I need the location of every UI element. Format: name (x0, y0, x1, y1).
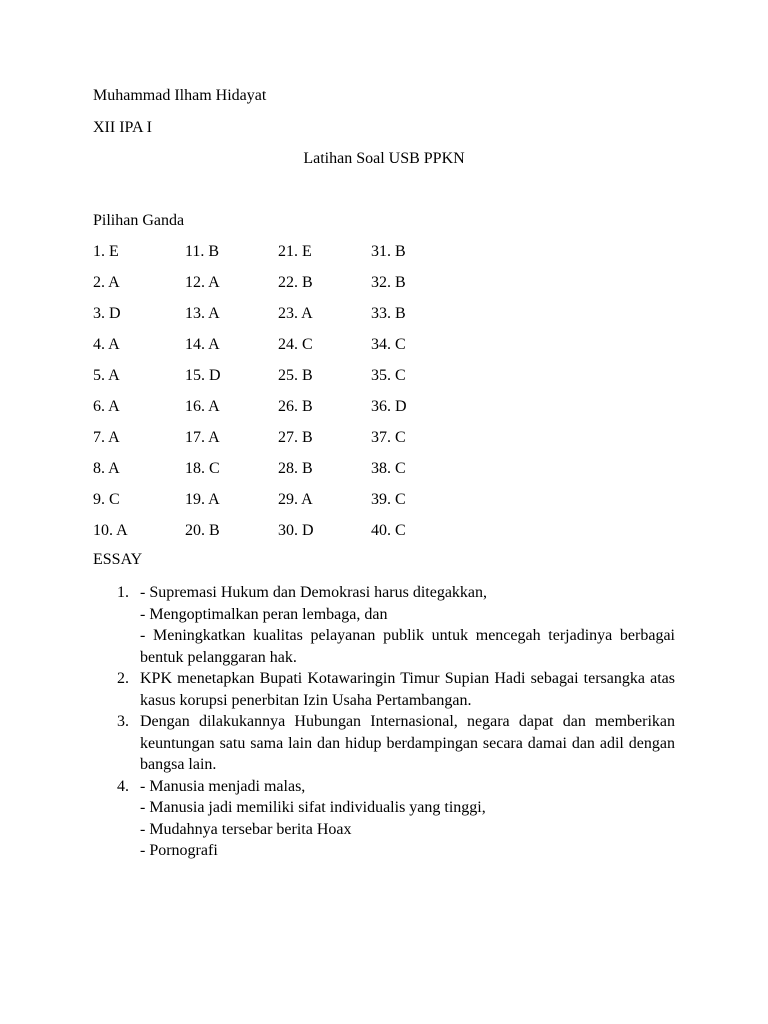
essay-item-text: - Manusia menjadi malas, (140, 777, 306, 795)
answer-cell: 18. C (185, 460, 220, 477)
answer-cell: 26. B (278, 398, 313, 415)
answer-cell: 15. D (185, 367, 221, 384)
student-class: XII IPA I (93, 119, 152, 136)
answer-cell: 27. B (278, 429, 313, 446)
essay-heading: ESSAY (93, 551, 143, 568)
essay-item-text: - Supremasi Hukum dan Demokrasi harus ditegakkan, (140, 584, 488, 601)
essay-item-text: Dengan dilakukannya Hubungan Internasional, negara dapat dan memberikan keuntungan satu sama lain dan hidup berdampingan secara damai dan adil dengan bangsa lain. (140, 713, 675, 773)
multiple-choice-heading: Pilihan Ganda (93, 212, 185, 229)
student-name: Muhammad Ilham Hidayat (93, 87, 267, 104)
essay-item-text: - Mudahnya tersebar berita Hoax (140, 820, 352, 838)
answer-cell: 38. C (371, 460, 406, 477)
essay-item (93, 668, 675, 711)
answer-cell: 4. A (93, 336, 120, 353)
essay-item (93, 776, 675, 862)
answer-cell: 1. E (93, 243, 119, 260)
answer-cell: 13. A (185, 305, 220, 322)
document-title: Latihan Soal USB PPKN (303, 150, 465, 167)
essay-item-text: - Manusia jadi memiliki sifat individualis yang tinggi, (140, 799, 486, 816)
answer-cell: 23. A (278, 305, 313, 322)
answer-cell: 11. B (185, 243, 220, 260)
essay-item-number: 1. (117, 584, 129, 601)
essay-item-text: - Meningkatkan kualitas pelayanan publik untuk mencegah terjadinya berbagai bentuk pelanggaran hak. (140, 627, 675, 666)
essay-item-text: - Mengoptimalkan peran lembaga, dan (140, 605, 388, 623)
essay-answer-list (93, 582, 675, 862)
answer-cell: 39. C (371, 491, 406, 508)
essay-item-number: 4. (117, 777, 129, 795)
answer-cell: 12. A (185, 274, 220, 291)
answer-cell: 7. A (93, 429, 120, 446)
answer-cell: 21. E (278, 243, 312, 260)
essay-item (93, 711, 675, 776)
answer-cell: 32. B (371, 274, 406, 291)
answer-cell: 28. B (278, 460, 313, 477)
essay-item-text: KPK menetapkan Bupati Kotawaringin Timur Supian Hadi sebagai tersangka atas kasus korupsi penerbitan Izin Usaha Pertambangan. (140, 670, 675, 709)
answer-cell: 33. B (371, 305, 406, 322)
answer-cell: 10. A (93, 522, 128, 539)
answer-cell: 8. A (93, 460, 120, 477)
answer-cell: 3. D (93, 305, 121, 322)
answer-cell: 5. A (93, 367, 120, 384)
answer-cell: 40. C (371, 522, 406, 539)
answer-cell: 34. C (371, 336, 406, 353)
answer-cell: 20. B (185, 522, 220, 539)
answer-cell: 14. A (185, 336, 220, 353)
essay-item (93, 582, 675, 668)
essay-item-text: - Pornografi (140, 842, 218, 859)
answer-cell: 9. C (93, 491, 120, 508)
answer-cell: 24. C (278, 336, 313, 353)
answer-cell: 22. B (278, 274, 313, 291)
answer-cell: 19. A (185, 491, 220, 508)
answer-cell: 16. A (185, 398, 220, 415)
answer-cell: 2. A (93, 274, 120, 291)
answer-cell: 36. D (371, 398, 407, 415)
multiple-choice-answer-grid (93, 242, 433, 552)
essay-item-number: 2. (117, 670, 129, 687)
answer-cell: 25. B (278, 367, 313, 384)
answer-cell: 31. B (371, 243, 406, 260)
essay-item-number: 3. (117, 713, 129, 730)
answer-cell: 37. C (371, 429, 406, 446)
answer-cell: 6. A (93, 398, 120, 415)
answer-cell: 17. A (185, 429, 220, 446)
answer-cell: 30. D (278, 522, 314, 539)
answer-cell: 29. A (278, 491, 313, 508)
answer-cell: 35. C (371, 367, 406, 384)
